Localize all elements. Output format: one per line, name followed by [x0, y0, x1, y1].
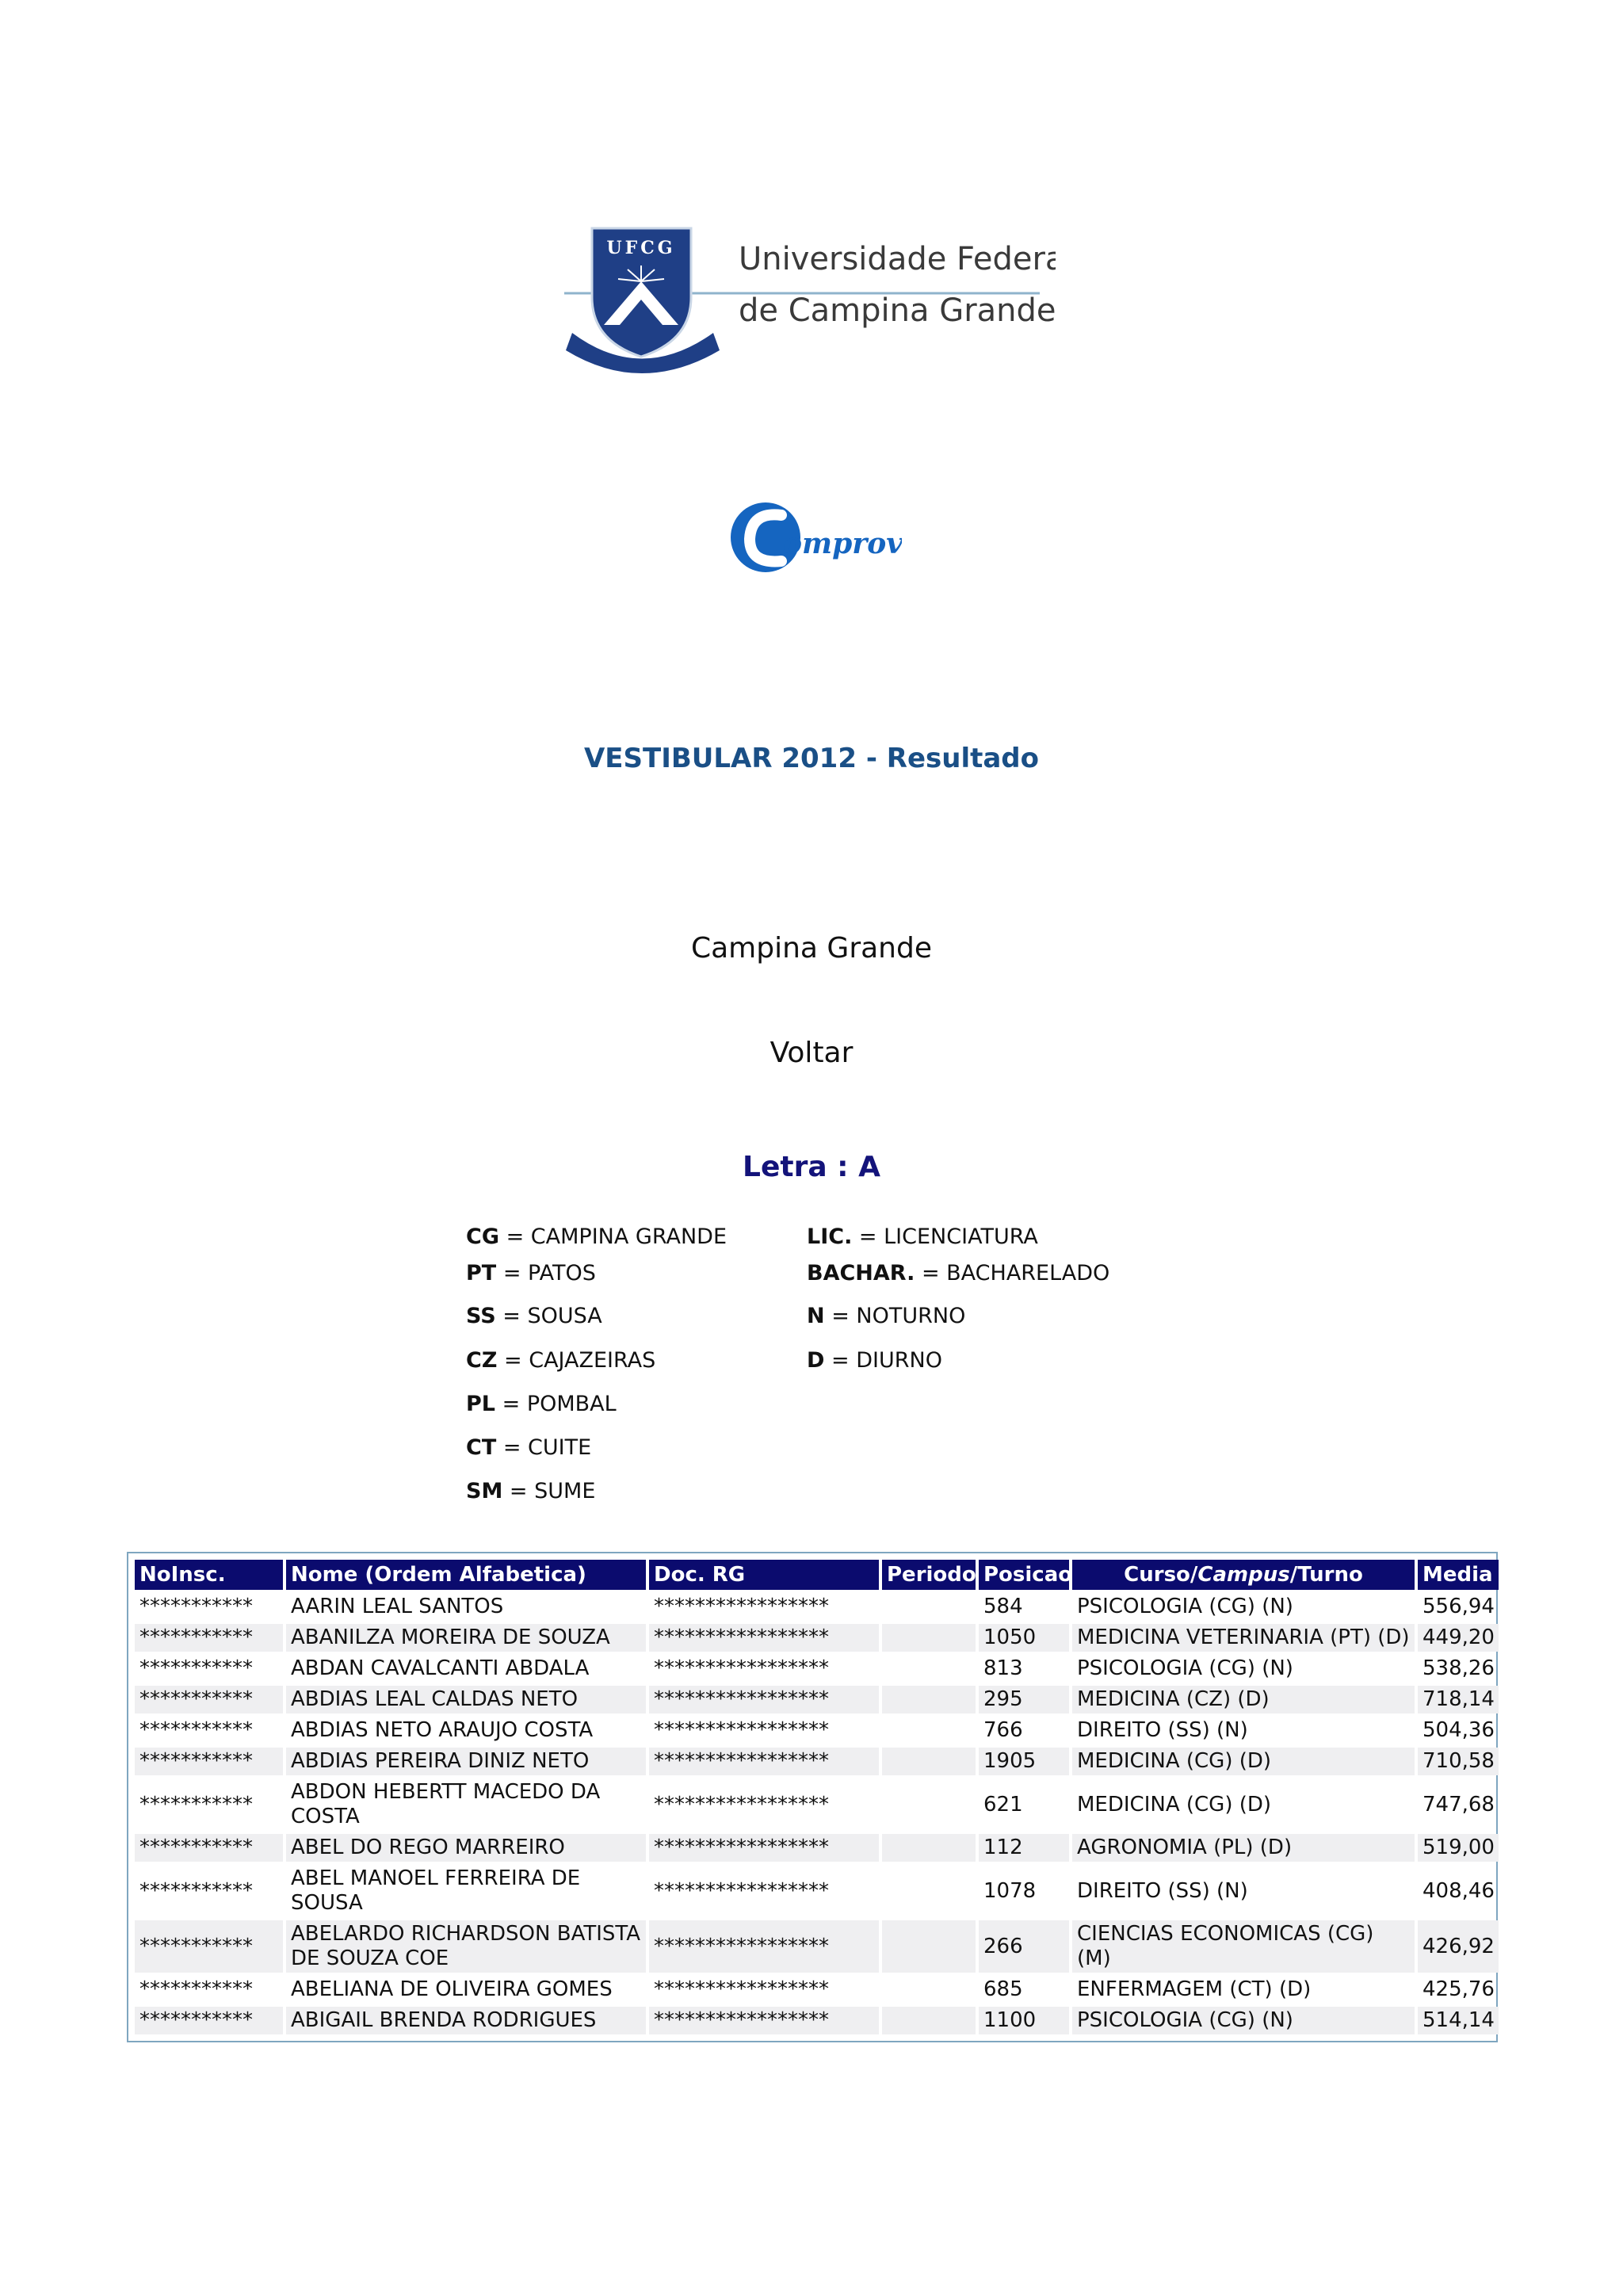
legend-type-d: D = DIURNO [807, 1348, 942, 1373]
cell-nome: ABEL DO REGO MARREIRO [286, 1834, 646, 1862]
cell-noinsc: *********** [135, 1834, 283, 1862]
cell-periodo [882, 1976, 976, 2004]
cell-curso: PSICOLOGIA (CG) (N) [1077, 1656, 1293, 1680]
col-header-periodo: Periodo [882, 1560, 976, 1590]
col-header-nome: Nome (Ordem Alfabetica) [286, 1560, 646, 1590]
seal-text: UFCG [606, 238, 676, 258]
cell-nome: ABDIAS PEREIRA DINIZ NETO [286, 1748, 646, 1775]
cell-nome: ABDON HEBERTT MACEDO DA COSTA [291, 1780, 601, 1828]
legend-campus-sm: SM = SUME [466, 1479, 596, 1503]
cell-periodo [882, 1686, 976, 1713]
cell-nome: ABELIANA DE OLIVEIRA GOMES [291, 1977, 613, 2001]
cell-noinsc: *********** [135, 2007, 283, 2034]
table-row [135, 1655, 1499, 1683]
cell-doc: ***************** [654, 1595, 829, 1618]
cell-periodo [882, 1920, 976, 1973]
cell-noinsc: *********** [135, 1748, 283, 1775]
cell-noinsc: *********** [139, 1656, 253, 1680]
col-header-doc: Doc. RG [649, 1560, 879, 1590]
cell-media: 426,92 [1418, 1920, 1499, 1973]
cell-curso: PSICOLOGIA (CG) (N) [1072, 2007, 1415, 2034]
col-header-curso: Curso/Campus/Turno [1072, 1560, 1415, 1590]
cell-curso: DIREITO (SS) (N) [1077, 1718, 1248, 1742]
cell-nome: ABDAN CAVALCANTI ABDALA [291, 1656, 590, 1680]
cell-posicao: 584 [983, 1595, 1023, 1618]
cell-media: 710,58 [1418, 1748, 1499, 1775]
cell-curso: MEDICINA (CZ) (D) [1072, 1686, 1415, 1713]
cell-doc: ***************** [654, 1792, 829, 1817]
cell-posicao: 1078 [983, 1878, 1037, 1903]
cell-nome: ABIGAIL BRENDA RODRIGUES [286, 2007, 646, 2034]
cell-media: 556,94 [1423, 1595, 1495, 1618]
legend [466, 1224, 1179, 1510]
cell-doc: ***************** [649, 2007, 879, 2034]
cell-periodo [882, 1865, 976, 1917]
cell-nome: ABDIAS LEAL CALDAS NETO [286, 1686, 646, 1713]
col-header-noinsc: NoInsc. [135, 1560, 283, 1590]
cell-noinsc: *********** [139, 1718, 253, 1742]
logo-text-line-1: Universidade Federal [739, 241, 1056, 277]
table-row [135, 1717, 1499, 1744]
cell-curso: PSICOLOGIA (CG) (N) [1077, 1595, 1293, 1618]
legend-type-bachar: BACHAR. = BACHARELADO [807, 1261, 1110, 1286]
cell-doc: ***************** [654, 1878, 829, 1903]
table-row [135, 1976, 1499, 2004]
logo-text-line-2: de Campina Grande [739, 292, 1056, 329]
cell-doc: ***************** [654, 1718, 829, 1742]
campus-name: Campina Grande [690, 932, 932, 965]
table-row [135, 1624, 1499, 1652]
cell-noinsc: *********** [139, 1977, 253, 2001]
legend-campus-cg: CG = CAMPINA GRANDE [466, 1224, 727, 1249]
cell-posicao: 621 [983, 1792, 1023, 1817]
cell-curso: AGRONOMIA (PL) (D) [1072, 1834, 1415, 1862]
cell-media: 504,36 [1423, 1718, 1495, 1742]
cell-periodo [882, 1624, 976, 1652]
comprov-logo [727, 491, 902, 586]
cell-media: 519,00 [1418, 1834, 1499, 1862]
cell-nome: AARIN LEAL SANTOS [291, 1595, 504, 1618]
table-row [135, 1865, 1499, 1917]
cell-curso: CIENCIAS ECONOMICAS (CG) (M) [1072, 1920, 1415, 1973]
cell-doc: ***************** [649, 1834, 879, 1862]
results-table [132, 1557, 1502, 2038]
cell-curso: MEDICINA (CG) (D) [1077, 1792, 1272, 1817]
table-row [135, 1920, 1499, 1973]
cell-curso: MEDICINA VETERINARIA (PT) (D) [1072, 1624, 1415, 1652]
cell-curso: ENFERMAGEM (CT) (D) [1077, 1977, 1312, 2001]
cell-noinsc: *********** [135, 1686, 283, 1713]
cell-doc: ***************** [649, 1686, 879, 1713]
cell-curso: DIREITO (SS) (N) [1077, 1878, 1248, 1903]
legend-campus-cz: CZ = CAJAZEIRAS [466, 1348, 656, 1373]
cell-noinsc: *********** [139, 1878, 253, 1903]
cell-posicao: 112 [979, 1834, 1069, 1862]
cell-periodo [882, 1717, 976, 1744]
page-title: VESTIBULAR 2012 - Resultado [583, 743, 1040, 774]
comprov-text: omprov [783, 527, 902, 560]
cell-periodo [882, 1655, 976, 1683]
legend-campus-ct: CT = CUITE [466, 1435, 592, 1460]
cell-periodo [882, 2007, 976, 2034]
legend-campus-pl: PL = POMBAL [466, 1392, 617, 1416]
cell-periodo [882, 1593, 976, 1621]
cell-doc: ***************** [649, 1624, 879, 1652]
table-row [135, 2007, 1499, 2034]
cell-posicao: 266 [979, 1920, 1069, 1973]
ufcg-logo [564, 214, 1056, 388]
cell-nome: ABELARDO RICHARDSON BATISTA DE SOUZA COE [286, 1920, 646, 1973]
cell-media: 408,46 [1423, 1878, 1495, 1903]
table-row [135, 1593, 1499, 1621]
table-row [135, 1778, 1499, 1831]
table-row [135, 1834, 1499, 1862]
cell-media: 449,20 [1418, 1624, 1499, 1652]
legend-type-lic: LIC. = LICENCIATURA [807, 1224, 1038, 1249]
cell-noinsc: *********** [139, 1792, 253, 1817]
legend-type-n: N = NOTURNO [807, 1304, 966, 1328]
cell-posicao: 1100 [979, 2007, 1069, 2034]
cell-doc: ***************** [654, 1977, 829, 2001]
results-table-container [127, 1552, 1498, 2042]
cell-media: 747,68 [1423, 1792, 1495, 1817]
cell-nome: ABDIAS NETO ARAUJO COSTA [291, 1718, 594, 1742]
cell-posicao: 685 [983, 1977, 1023, 2001]
cell-posicao: 813 [983, 1656, 1023, 1680]
cell-media: 425,76 [1423, 1977, 1495, 2001]
cell-periodo [882, 1778, 976, 1831]
cell-noinsc: *********** [139, 1595, 253, 1618]
back-link[interactable]: Voltar [769, 1037, 854, 1069]
cell-doc: ***************** [649, 1920, 879, 1973]
table-row [135, 1686, 1499, 1713]
col-header-media: Media [1418, 1560, 1499, 1590]
table-row [135, 1748, 1499, 1775]
cell-noinsc: *********** [135, 1920, 283, 1973]
legend-campus-ss: SS = SOUSA [466, 1304, 602, 1328]
cell-periodo [882, 1748, 976, 1775]
table-header-row [135, 1560, 1499, 1590]
cell-doc: ***************** [654, 1656, 829, 1680]
letter-heading: Letra : A [743, 1151, 880, 1183]
cell-posicao: 295 [979, 1686, 1069, 1713]
legend-campus-pt: PT = PATOS [466, 1261, 596, 1286]
cell-noinsc: *********** [135, 1624, 283, 1652]
cell-media: 718,14 [1418, 1686, 1499, 1713]
cell-periodo [882, 1834, 976, 1862]
cell-posicao: 1050 [979, 1624, 1069, 1652]
cell-media: 538,26 [1423, 1656, 1495, 1680]
cell-doc: ***************** [649, 1748, 879, 1775]
cell-posicao: 1905 [979, 1748, 1069, 1775]
cell-media: 514,14 [1418, 2007, 1499, 2034]
cell-nome: ABEL MANOEL FERREIRA DE SOUSA [291, 1866, 581, 1915]
cell-nome: ABANILZA MOREIRA DE SOUZA [286, 1624, 646, 1652]
cell-curso: MEDICINA (CG) (D) [1072, 1748, 1415, 1775]
cell-posicao: 766 [983, 1718, 1023, 1742]
col-header-posicao: Posicao [979, 1560, 1069, 1590]
